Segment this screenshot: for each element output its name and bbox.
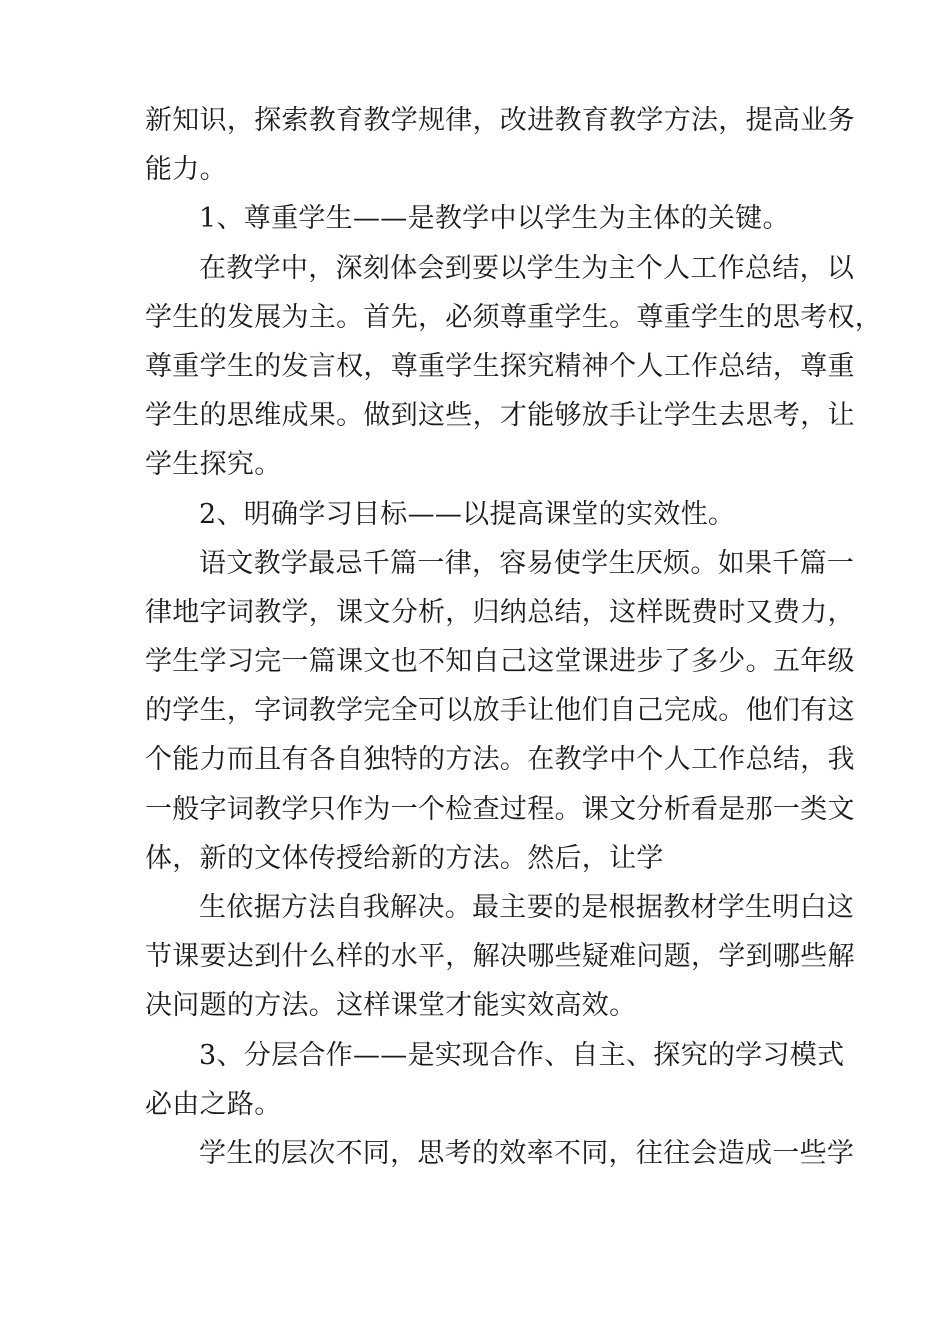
- text-line: 决问题的方法。这样课堂才能实效高效。: [145, 990, 637, 1022]
- text-line: 语文教学最忌千篇一律，容易使学生厌烦。如果千篇一: [199, 547, 855, 579]
- text-line: 个能力而且有各自独特的方法。在教学中个人工作总结，我: [145, 744, 855, 776]
- text-line: 体，新的文体传授给新的方法。然后，让学: [145, 842, 664, 874]
- text-line: 的学生，字词教学完全可以放手让他们自己完成。他们有这: [145, 695, 855, 727]
- text-line: 学生学习完一篇课文也不知自己这堂课进步了多少。五年级: [145, 646, 855, 678]
- text-line: 学生的层次不同，思考的效率不同，往往会造成一些学: [199, 1137, 855, 1169]
- section-heading-1: 1、尊重学生——是教学中以学生为主体的关键。: [199, 203, 790, 235]
- text-line: 生依据方法自我解决。最主要的是根据教材学生明白这: [199, 892, 855, 923]
- text-line: 学生探究。: [145, 449, 282, 481]
- text-line: 尊重学生的发言权，尊重学生探究精神个人工作总结，尊重: [145, 350, 855, 382]
- text-line: 在教学中，深刻体会到要以学生为主个人工作总结，以: [199, 252, 855, 284]
- text-line: 必由之路。: [145, 1088, 282, 1120]
- body-text: [145, 96, 883, 1178]
- text-line: 节课要达到什么样的水平，解决哪些疑难问题，学到哪些解: [145, 941, 855, 973]
- text-line: 学生的发展为主。首先，必须尊重学生。尊重学生的思考权，: [145, 301, 883, 333]
- text-line: 能力。: [145, 154, 227, 186]
- text-line: 新知识，探索教育教学规律，改进教育教学方法，提高业务: [145, 105, 855, 136]
- text-line: 律地字词教学，课文分析，归纳总结，这样既费时又费力，: [145, 596, 855, 628]
- section-heading-3: 3、分层合作——是实现合作、自主、探究的学习模式: [199, 1039, 845, 1071]
- text-line: 一般字词教学只作为一个检查过程。课文分析看是那一类文: [145, 793, 855, 825]
- section-heading-2: 2、明确学习目标——以提高课堂的实效性。: [199, 498, 736, 530]
- text-line: 学生的思维成果。做到这些，才能够放手让学生去思考，让: [145, 400, 855, 432]
